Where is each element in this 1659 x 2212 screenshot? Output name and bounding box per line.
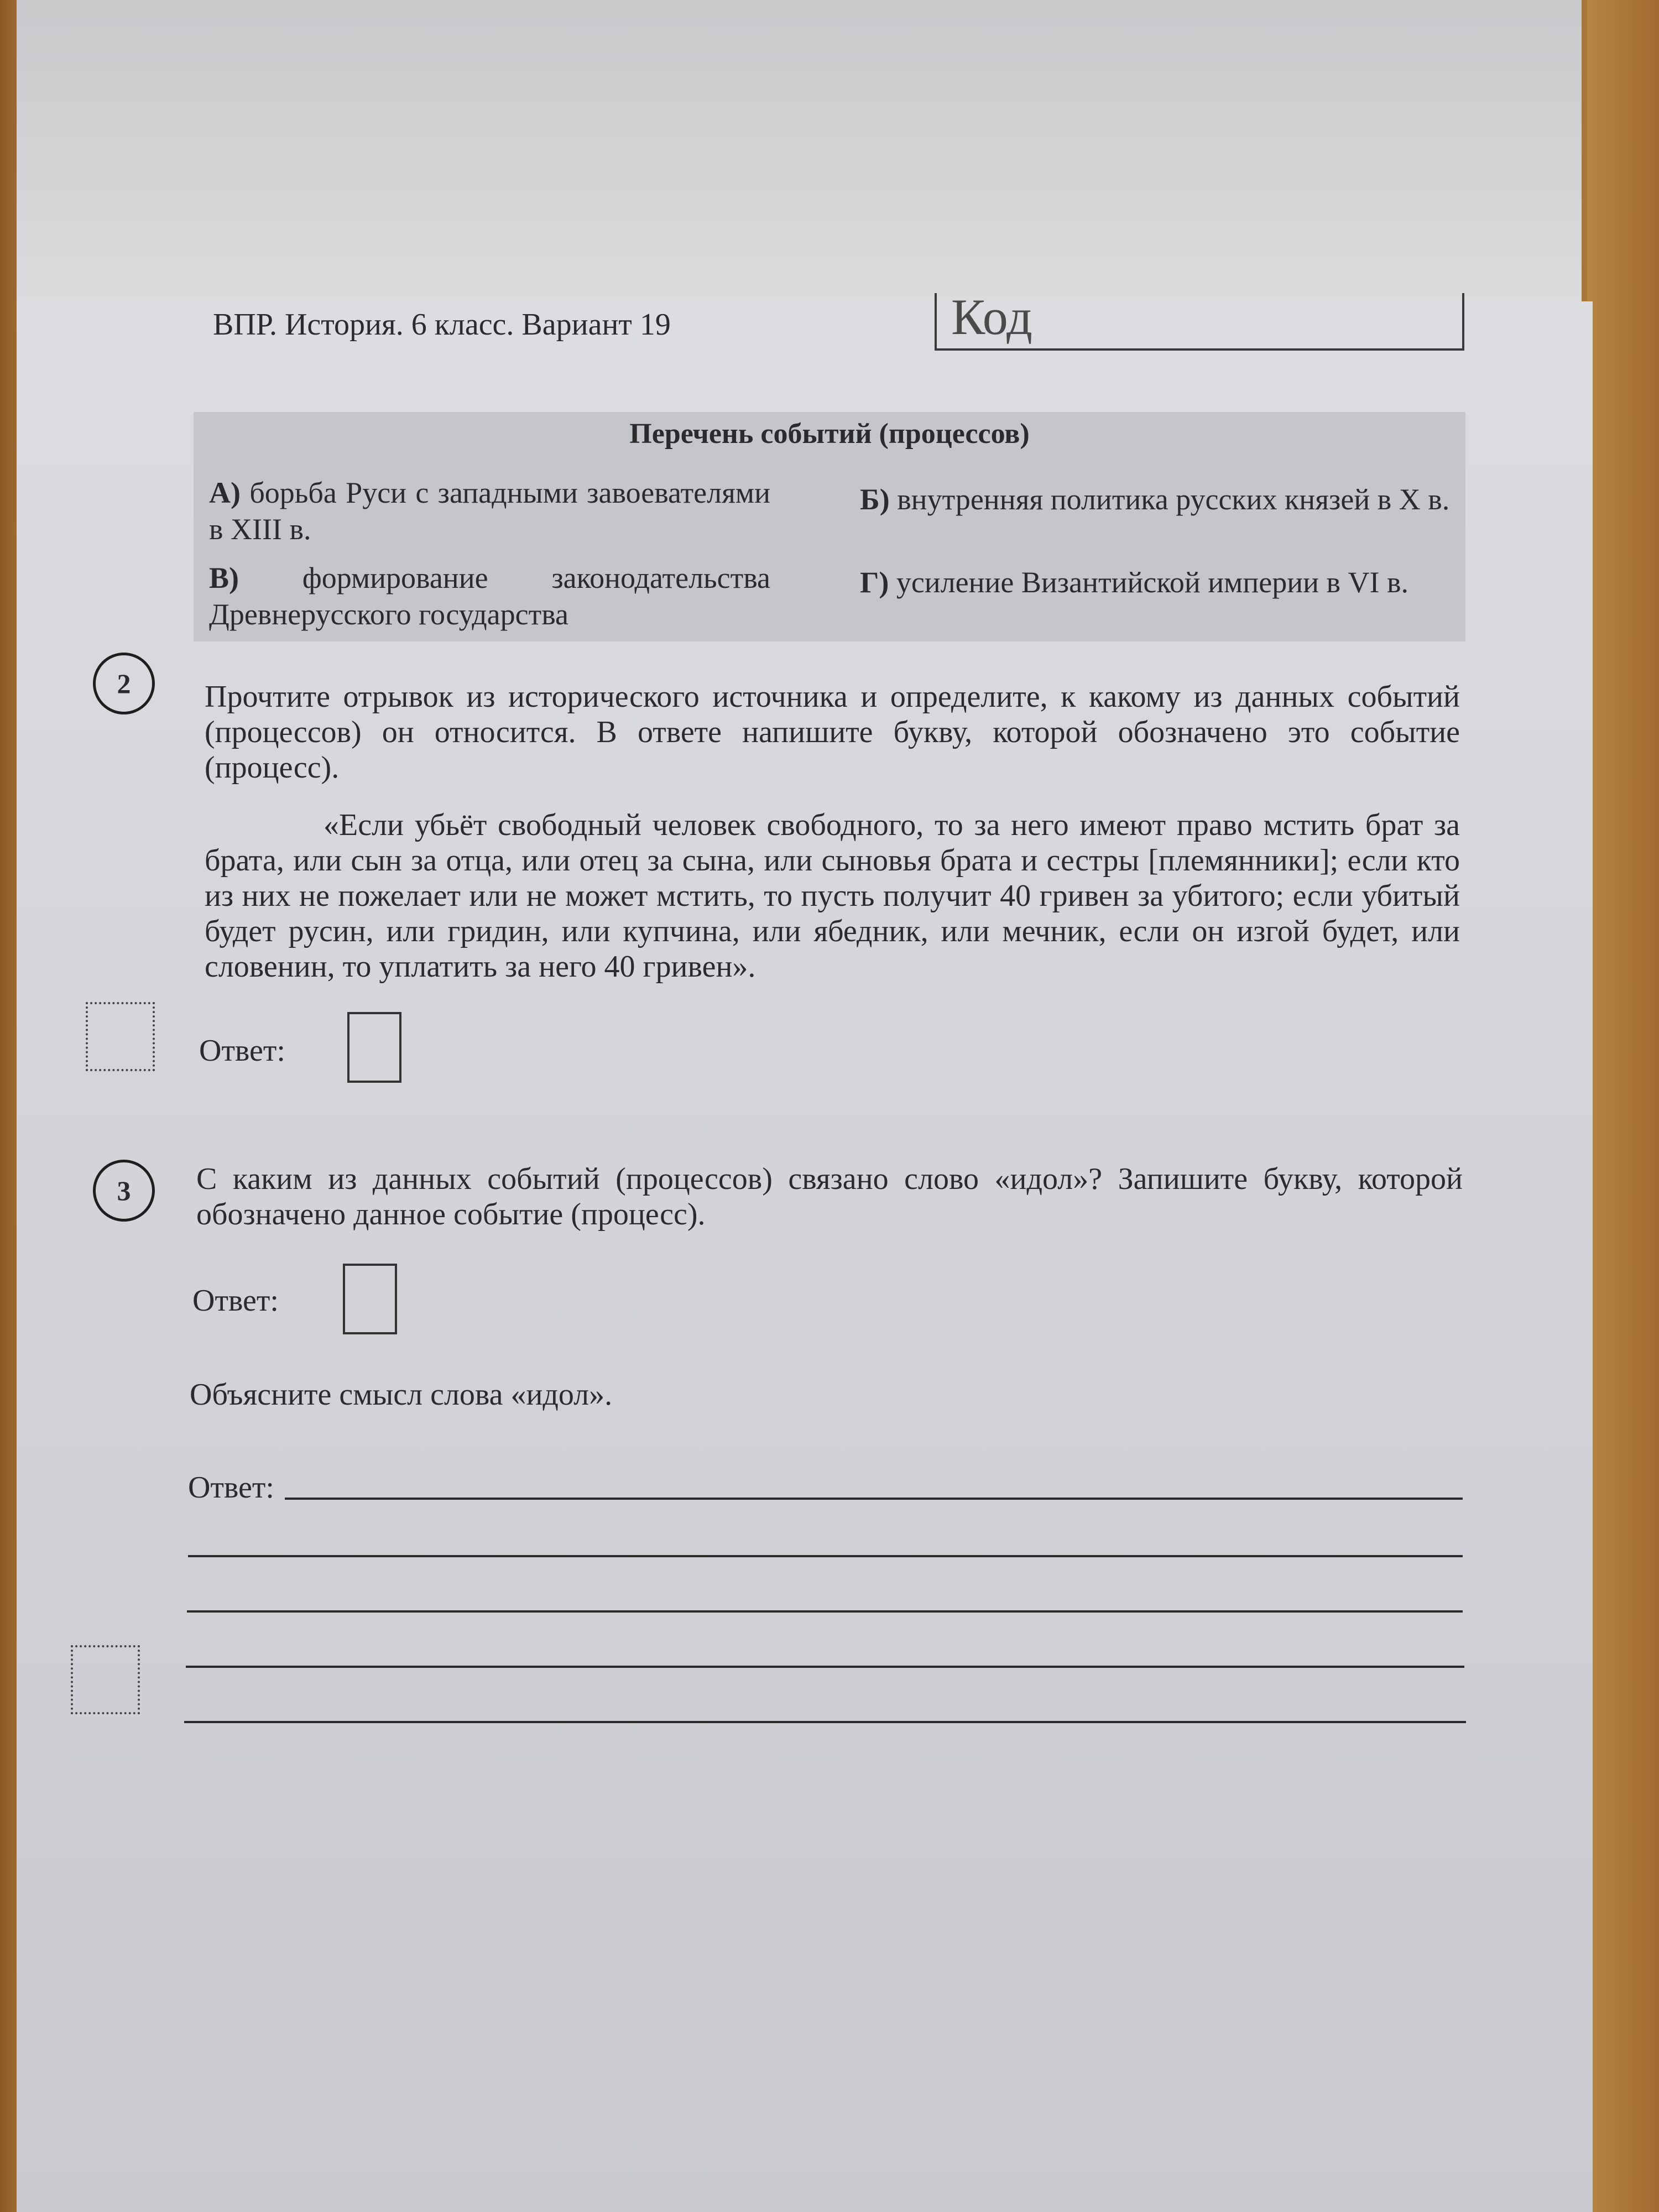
table-surface-right — [1587, 0, 1659, 2212]
task-2-instruction: Прочтите отрывок из исторического источника и определите, к какому из данных событий (процессов) он относится. В ответе напишите букву, которой обозначено это событие (процесс). — [205, 680, 1460, 785]
task-3-explain-prompt: Объясните смысл слова «идол». — [190, 1378, 613, 1412]
task-2-answer-label: Ответ: — [199, 1034, 285, 1068]
previous-page — [17, 0, 1582, 310]
answer-line[interactable] — [186, 1666, 1464, 1668]
task-2-number: 2 — [93, 653, 155, 714]
event-text: формирование законодательства Древнерусского государства — [209, 561, 770, 631]
answer-line[interactable] — [184, 1721, 1466, 1723]
task-3-answer-label: Ответ: — [192, 1284, 279, 1318]
event-b — [860, 481, 1457, 518]
answer-line[interactable] — [285, 1498, 1463, 1500]
event-letter: Г) — [860, 566, 889, 599]
event-letter: В) — [209, 561, 239, 594]
grading-box-task-2 — [86, 1002, 155, 1071]
worksheet-header: ВПР. История. 6 класс. Вариант 19 — [213, 307, 671, 342]
event-g — [860, 564, 1457, 601]
answer-line[interactable] — [188, 1555, 1463, 1557]
answer-line[interactable] — [187, 1610, 1463, 1613]
event-a — [209, 474, 770, 547]
task-3-explain-answer-label: Ответ: — [188, 1470, 274, 1505]
event-text: борьба Руси с западными завоевателями в XIII в. — [209, 476, 771, 546]
task-2-answer-box[interactable] — [347, 1012, 401, 1083]
task-3-instruction: С каким из данных событий (процессов) связано слово «идол»? Запишите букву, которой обозначено данное событие (процесс). — [196, 1162, 1463, 1232]
events-title: Перечень событий (процессов) — [629, 418, 1030, 450]
event-v — [209, 560, 770, 633]
event-letter: А) — [209, 476, 241, 509]
grading-box-task-3 — [71, 1645, 140, 1714]
code-label: Код — [951, 289, 1032, 345]
task-2-source-quote: «Если убьёт свободный человек свободного, то за него имеют право мстить брат за брата, или сын за отца, или отец за сына, или сыновья брата и сестры [племянники]; если кто из них не пожелает или не может мстить, то пусть получит 40 гривен за убитого; если убитый будет русин, или гридин, или купчина, или ябедник, или мечник, если он изгой будет, или словенин, то уплатить за него 40 гривен». — [205, 808, 1460, 984]
event-letter: Б) — [860, 483, 890, 516]
event-text: усиление Византийской империи в VI в. — [896, 566, 1408, 599]
task-3-number: 3 — [93, 1160, 155, 1222]
event-text: внутренняя политика русских князей в X в. — [897, 483, 1450, 516]
task-3-answer-box[interactable] — [343, 1264, 397, 1334]
